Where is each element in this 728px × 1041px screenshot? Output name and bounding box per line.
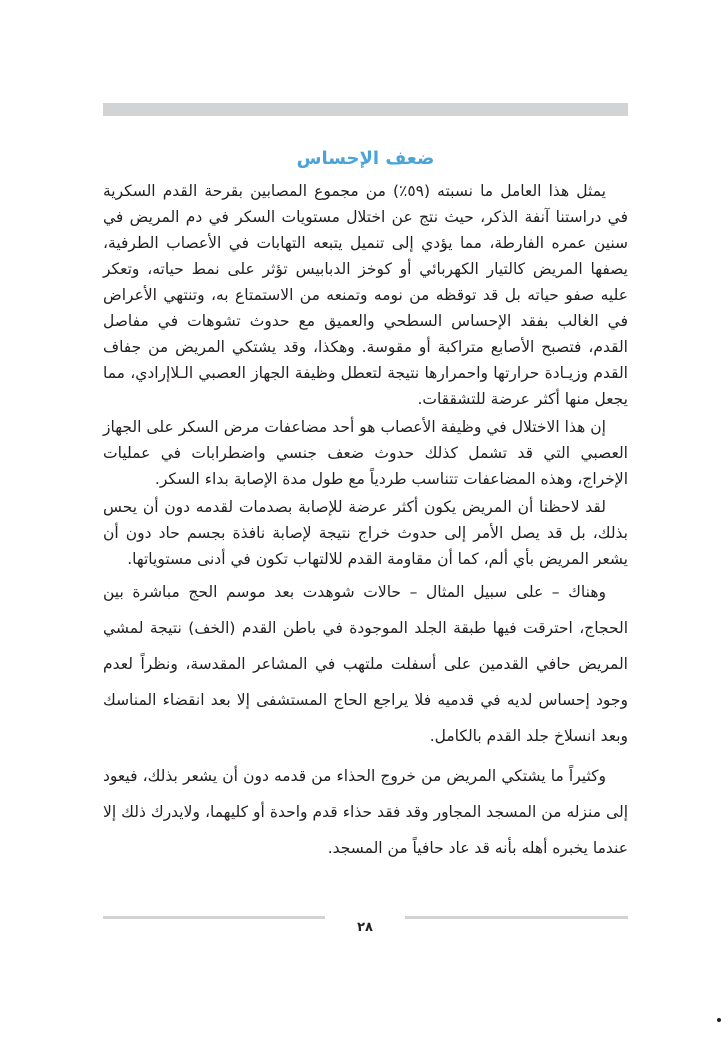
section-heading: ضعف الإحساس <box>296 148 435 169</box>
top-decorative-rule <box>103 103 628 116</box>
paragraph-3: لقد لاحظنا أن المريض يكون أكثر عرضة للإصابة بصدمات لقدمه دون أن يحس بذلك، بل قد يصل الأمر إلى حدوث خراج نتيجة لإصابة نافذة بجسم حاد دون أن يشعر المريض بأي ألم، كما أن مقاومة القدم للالتهاب تكون في أدنى مستوياتها. <box>103 498 628 568</box>
page-number: ٢٨ <box>357 920 373 935</box>
corner-mark <box>717 1018 721 1022</box>
paragraph-4: وهناك – على سبيل المثال – حالات شوهدت بعد موسم الحج مباشرة بين الحجاج، احترقت فيها طبقة الجلد الموجودة في باطن القدم (الخف) نتيجة لمشي المريض حافي القدمين على أسفلت ملتهب في المشاعر المقدسة، ونظراً لعدم وجود إحساس لديه في قدميه فلا يراجع الحاج المستشفى إلا بعد انقضاء المناسك وبعد انسلاخ جلد القدم بالكامل. <box>103 583 628 745</box>
paragraph-5: وكثيراً ما يشتكي المريض من خروج الحذاء من قدمه دون أن يشعر بذلك، فيعود إلى منزله من المسجد المجاور وقد فقد حذاء قدم واحدة أو كليهما، ولايدرك ذلك إلا عندما يخبره أهله بأنه قد عاد حافياً من المسجد. <box>103 767 628 857</box>
body-text <box>103 178 628 866</box>
paragraph-2: إن هذا الاختلال في وظيفة الأعصاب هو أحد مضاعفات مرض السكر على الجهاز العصبي التي قد تشمل كذلك حدوث ضعف جنسي واضطرابات في عمليات الإخراج، وهذه المضاعفات تتناسب طردياً مع طول مدة الإصابة بداء السكر. <box>103 418 628 488</box>
paragraph-1: يمثل هذا العامل ما نسبته (٥٩٪) من مجموع المصابين بقرحة القدم السكرية في دراستنا آنفة الذكر، حيث نتج عن اختلال مستويات السكر في دم المريض في سنين عمره الفارطة، مما يؤدي إلى تنميل يتبعه التهابات في الأعصاب الطرفية، يصفها المريض كالتيار الكهربائي أو كوخز الدبابيس تؤثر على نمط حياته، وتعكر عليه صفو حياته بل قد توقظه من نومه وتمنعه من الاستمتاع به، وتنتهي الأعراض في الغالب بفقد الإحساس السطحي والعميق مع حدوث تشوهات في مفاصل القدم، فتصبح الأصابع متراكبة أو مقوسة. وهكذا، وقد يشتكي المريض من جفاف القدم وزيـادة حرارتها واحمرارها نتيجة لتعطل وظيفة الجهاز العصبي الـلاإرادي، مما يجعل منها أكثر عرضة للتشققات. <box>103 182 628 408</box>
page-number-box <box>325 916 405 938</box>
